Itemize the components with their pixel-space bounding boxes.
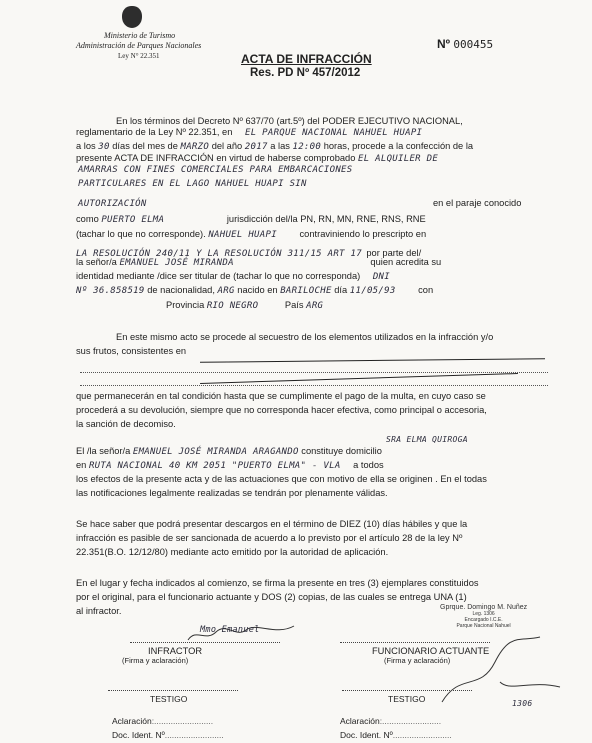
label-nacionalidad: de nacionalidad, — [147, 285, 215, 295]
law-label: Ley N° 22.351 — [118, 52, 160, 60]
argentina-coat-of-arms-icon — [122, 6, 142, 28]
seizure-strike-line-2 — [80, 372, 548, 373]
officer-sublabel: (Firma y aclaración) — [384, 656, 451, 665]
label-nacido: nacido en — [237, 285, 278, 295]
ministry-label: Ministerio de Turismo — [104, 31, 176, 40]
stamp-line-3: Encargado I.C.E. — [464, 616, 503, 623]
officer-stamp — [440, 604, 527, 629]
domicile-line-3: los efectos de la presente acta y de las actuaciones que con motivo de ella se originen . En el todas — [76, 474, 487, 484]
witness-1-signature-line — [108, 690, 238, 691]
body-line-8 — [76, 214, 426, 225]
jurisdiction-handwritten: NAHUEL HUAPI — [208, 230, 277, 240]
administration-label: Administración de Parques Nacionales — [76, 41, 202, 50]
day-handwritten: 30 — [98, 142, 110, 152]
closing-line-1: En el lugar y fecha indicados al comienzo, se firma la presente en tres (3) ejemplares constituidos — [76, 578, 479, 588]
officer-label: FUNCIONARIO ACTUANTE — [372, 646, 490, 656]
label-anio: del año — [211, 141, 243, 151]
seizure-line-1: En este mismo acto se procede al secuestro de los elementos utilizados en la infracción y/o — [116, 332, 494, 342]
witness-1-aclaracion-label: Aclaración — [112, 716, 152, 726]
label-dia: día — [334, 285, 348, 295]
domicile-extra-handwritten: SRA ELMA QUIROGA — [386, 435, 468, 444]
witness-2-aclaracion: Aclaración:......................... — [340, 716, 442, 726]
body-line-12 — [76, 271, 390, 282]
label-a-los: a los — [76, 141, 96, 151]
label-horas: horas, procede a la confección de la — [323, 141, 474, 151]
domicile-line-2 — [76, 460, 384, 471]
label-jurisdiccion: jurisdicción del/la PN, RN, MN, RNE, RNS, RNE — [226, 214, 426, 224]
body-line-1: En los términos del Decreto Nº 637/70 (art.5º) del PODER EJECUTIVO NACIONAL, — [116, 116, 463, 126]
domicile-name-handwritten: EMANUEL JOSÉ MIRANDA ARAGANDO — [132, 447, 299, 457]
regulation-handwritten: LA RESOLUCIÓN 240/11 Y LA RESOLUCIÓN 311/15 ART 17 — [76, 249, 362, 259]
witness-2-doc: Doc. Ident. Nº......................... — [340, 730, 452, 740]
witness-1-aclaracion: Aclaración:......................... — [112, 716, 214, 726]
label-el-senor: El /la señor/a — [76, 446, 131, 456]
resolution-number: Res. PD Nº 457/2012 — [250, 67, 361, 79]
body-line-13 — [76, 285, 433, 296]
seizure-strike-line-3 — [200, 373, 518, 384]
birthplace-handwritten: BARILOCHE — [280, 286, 332, 296]
label-en: en — [76, 460, 87, 470]
domicile-line-4: las notificaciones legalmente realizadas se tendrán por plenamente válidas. — [76, 488, 388, 498]
page-title: ACTA DE INFRACCIÓN — [241, 52, 372, 66]
id-number-handwritten: Nº 36.858519 — [76, 286, 145, 296]
infraction-hw-1: EL ALQUILER DE — [357, 154, 439, 164]
country-handwritten: ARG — [306, 301, 324, 311]
hour-handwritten: 12:00 — [292, 142, 322, 152]
birthdate-handwritten: 11/05/93 — [349, 286, 396, 296]
label-dias-mes: días del mes de — [112, 141, 178, 151]
offender-name-handwritten: EMANUEL JOSÉ MIRANDA — [119, 258, 234, 268]
label-por-parte: por parte del/ — [366, 248, 422, 258]
serial-value: 000455 — [453, 38, 494, 51]
label-identidad: identidad mediante /dice ser titular de (tachar lo que no corresponda) — [76, 271, 361, 281]
body-line-2-text: reglamentario de la Ley Nº 22.351, en — [76, 127, 233, 137]
domicile-line-1 — [76, 446, 382, 457]
province-handwritten: RIO NEGRO — [206, 301, 259, 311]
body-line-3 — [76, 141, 473, 152]
officer-signature-line — [340, 642, 490, 643]
stamp-line-2: Leg. 1306 — [472, 611, 495, 618]
label-provincia: Provincia — [166, 300, 205, 310]
seizure-strike-line-1 — [200, 358, 545, 363]
seizure-dotted-line — [80, 385, 548, 386]
infraction-hw-2: AMARRAS CON FINES COMERCIALES PARA EMBARCACIONES — [78, 165, 353, 175]
label-como: como — [76, 214, 99, 224]
label-verified: presente ACTA DE INFRACCIÓN en virtud de haberse comprobado — [76, 153, 356, 163]
month-handwritten: MARZO — [180, 142, 210, 152]
label-acredita: quien acredita su — [370, 257, 442, 267]
body-line-7 — [78, 193, 548, 211]
officer-signature-scribble — [440, 632, 570, 712]
body-line-9 — [76, 229, 426, 240]
witness-2-label: TESTIGO — [388, 694, 426, 704]
seizure-line-5: la sanción de decomiso. — [76, 419, 176, 429]
body-line-4 — [76, 153, 438, 164]
witness-1-doc-label: Doc. Ident. Nº — [112, 730, 165, 740]
notice-line-3: 22.351(B.O. 12/12/80) mediante acto emitido por la autoridad de aplicación. — [76, 547, 389, 557]
infractor-sublabel: (Firma y aclaración) — [122, 656, 189, 665]
witness-2-signature-line — [342, 690, 472, 691]
park-name-handwritten: EL PARQUE NACIONAL NAHUEL HUAPI — [244, 128, 423, 138]
label-constituye: constituye domicilio — [301, 446, 382, 456]
notice-line-1: Se hace saber que podrá presentar descargos en el término de DIEZ (10) días hábiles y que la — [76, 519, 468, 529]
serial-prefix: Nº — [437, 37, 451, 51]
infractor-label: INFRACTOR — [148, 646, 203, 656]
stamp-line-4: Parque Nacional Nahuel — [456, 622, 511, 629]
nationality-handwritten: ARG — [217, 286, 235, 296]
officer-note: 1306 — [512, 699, 533, 708]
infractor-signature-line — [130, 642, 280, 643]
domicile-address-handwritten: RUTA NACIONAL 40 KM 2051 "PUERTO ELMA" - VLA — [88, 461, 341, 471]
label-paraje: en el paraje conocido — [433, 198, 522, 208]
year-handwritten: 2017 — [244, 142, 268, 152]
label-senor: la señor/a — [76, 257, 117, 267]
body-line-14 — [166, 300, 323, 311]
seizure-line-2: sus frutos, consistentes en — [76, 346, 187, 356]
label-con: con — [418, 285, 434, 295]
label-pais: País — [284, 300, 304, 310]
witness-1-label: TESTIGO — [150, 694, 188, 704]
infraction-hw-3: PARTICULARES EN EL LAGO NAHUEL HUAPI SIN — [78, 179, 307, 189]
infraction-hw-4: AUTORIZACIÓN — [78, 199, 147, 209]
serial-number — [437, 38, 493, 52]
closing-line-3: al infractor. — [76, 606, 122, 616]
label-a-todos: a todos — [353, 460, 384, 470]
notice-line-2: infracción es pasible de ser sancionada de acuerdo a lo previsto por el artículo 28 de la ley Nº — [76, 533, 463, 543]
body-line-2 — [76, 127, 422, 138]
id-type-handwritten: DNI — [372, 272, 390, 282]
seizure-line-3: que permanecerán en tal condición hasta que se cumplimente el pago de la multa, en cuyo caso se — [76, 391, 486, 401]
witness-1-doc: Doc. Ident. Nº......................... — [112, 730, 224, 740]
place-handwritten: PUERTO ELMA — [101, 215, 165, 225]
closing-line-2: por el original, para el funcionario actuante y DOS (2) copias, de las cuales se entrega UNA (1) — [76, 592, 467, 602]
body-line-11 — [76, 257, 441, 268]
witness-2-aclaracion-label: Aclaración — [340, 716, 380, 726]
label-a-las: a las — [270, 141, 290, 151]
infractor-signature: Mmo Emanuel — [200, 625, 260, 635]
seizure-line-4: procederá a su devolución, siempre que no corresponda hacer efectiva, como principal o accesoria, — [76, 405, 487, 415]
witness-2-doc-label: Doc. Ident. Nº — [340, 730, 393, 740]
label-contraviniendo: contraviniendo lo prescripto en — [299, 229, 427, 239]
stamp-line-1: Gprque. Domingo M. Nuñez — [440, 604, 528, 611]
label-tachar: (tachar lo que no corresponde). — [76, 229, 206, 239]
